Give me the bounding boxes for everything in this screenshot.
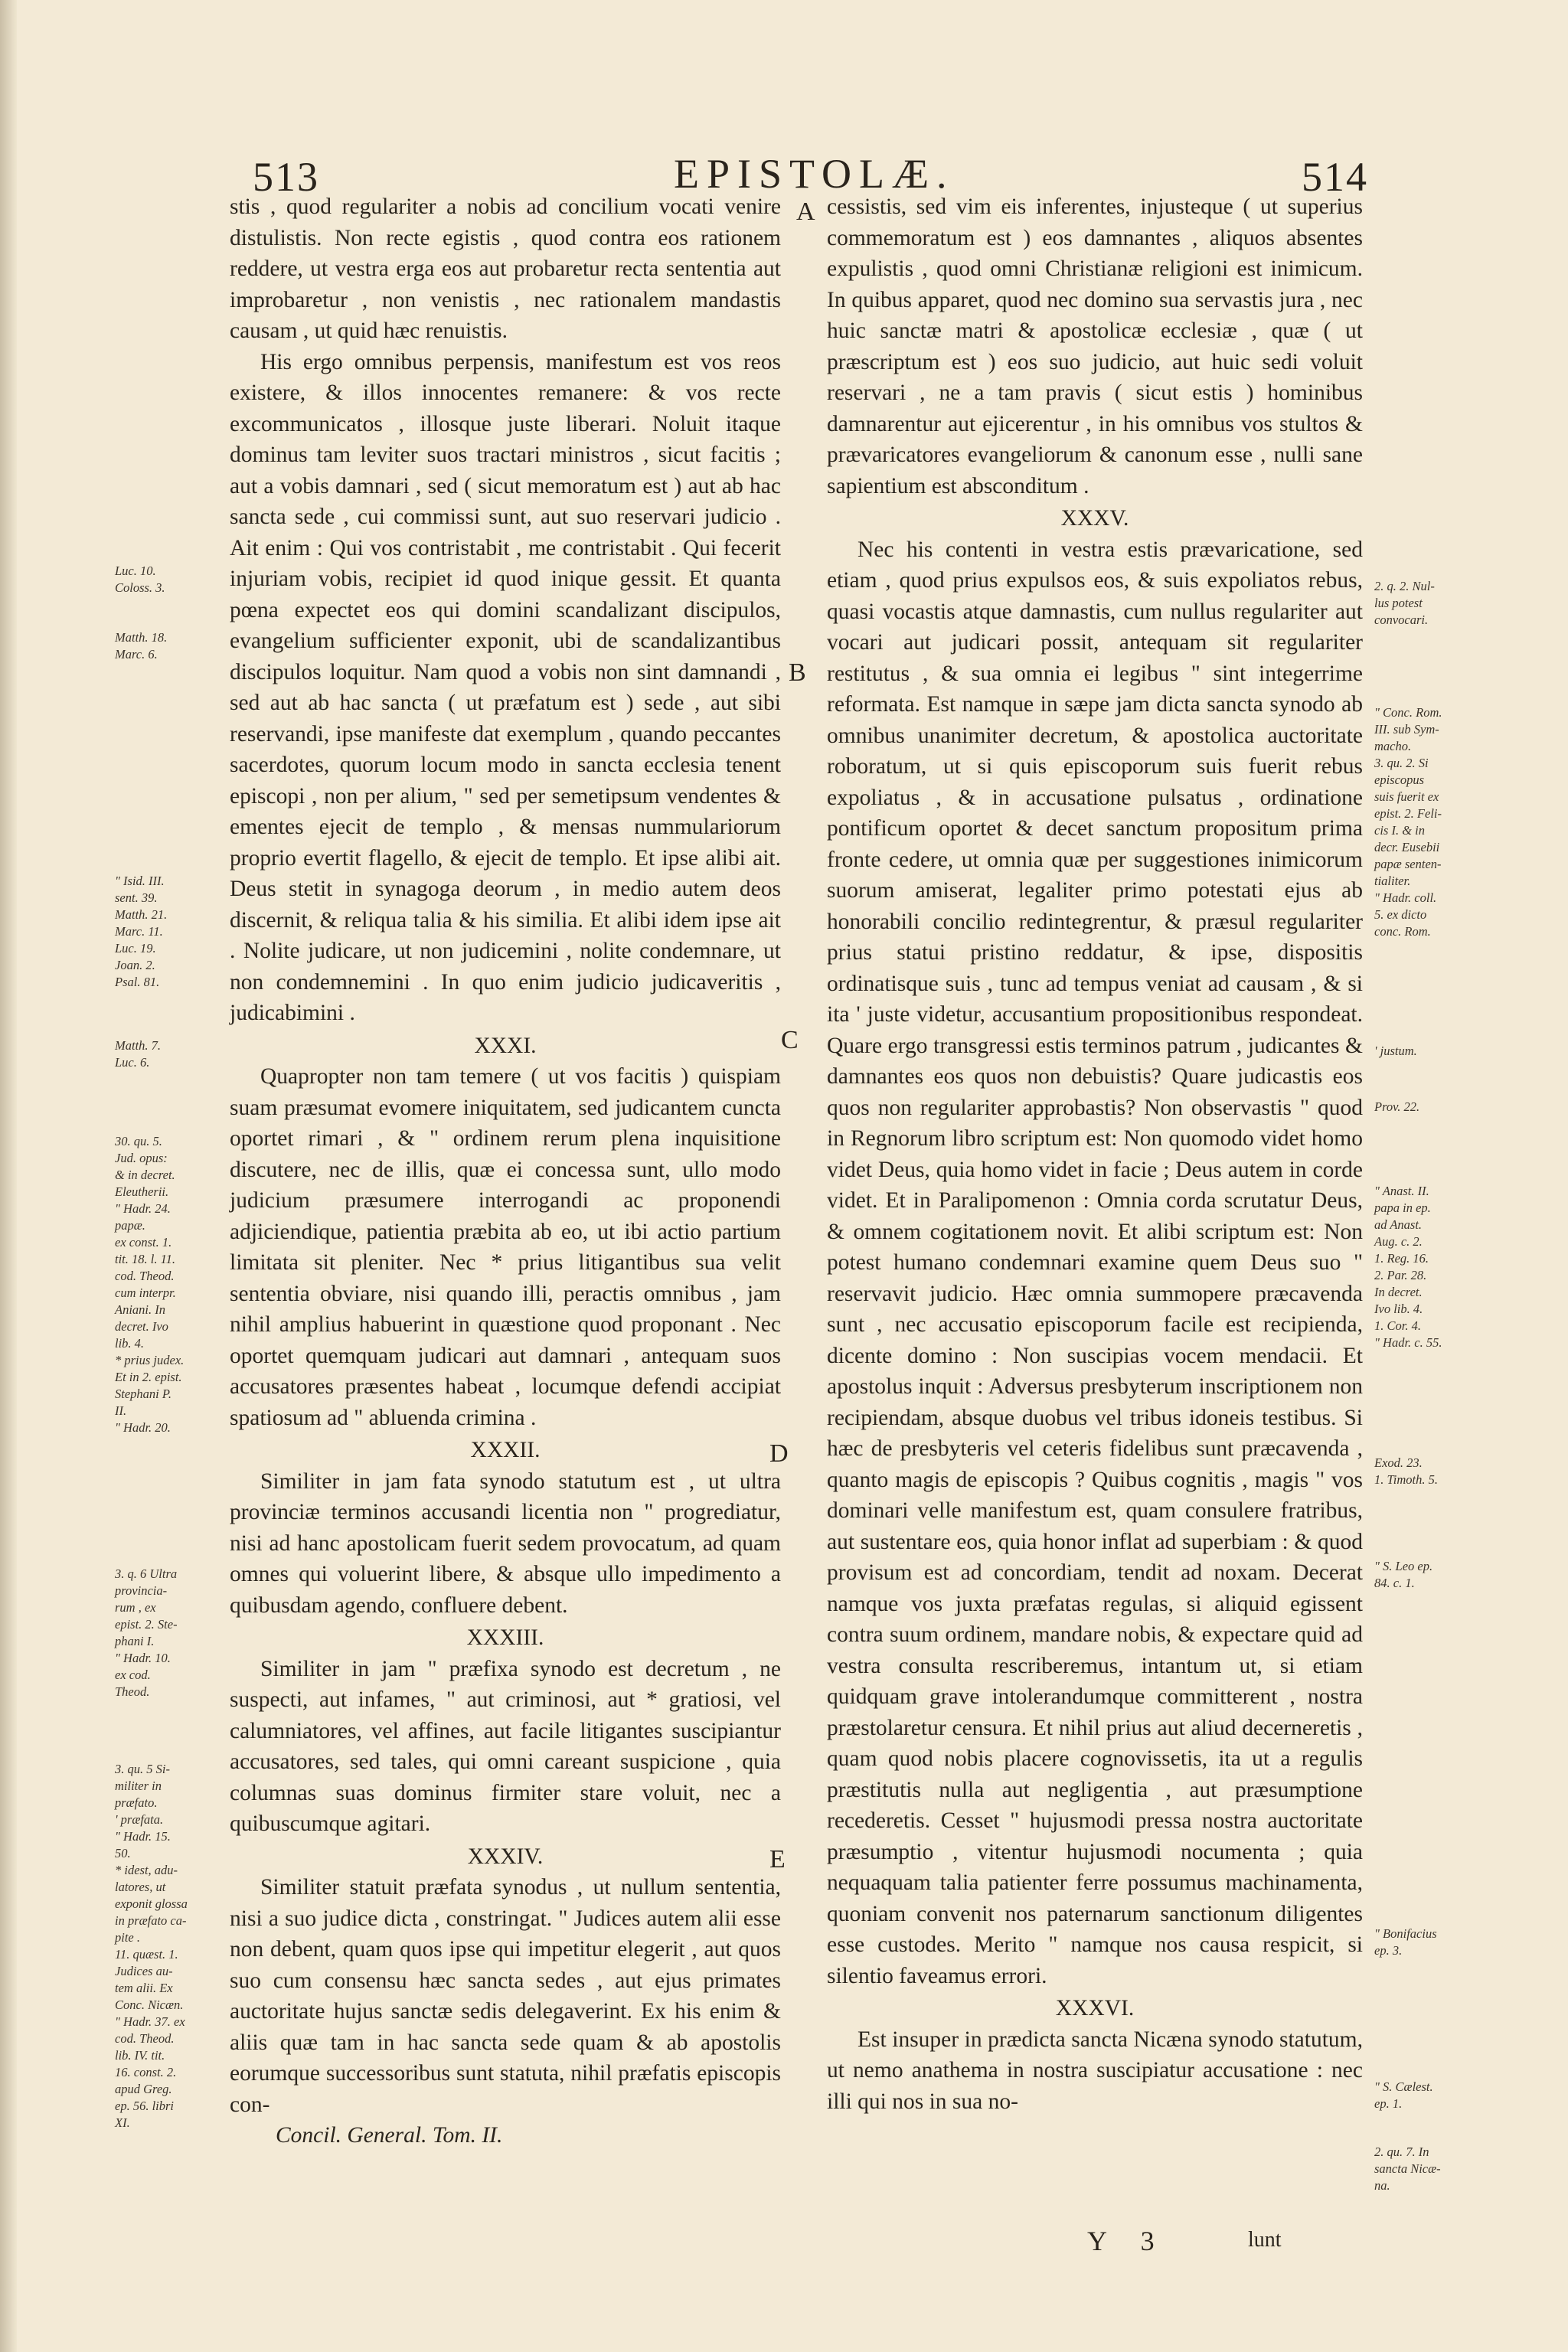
right-column <box>827 191 1363 2117</box>
catchword: lunt <box>1248 2228 1282 2252</box>
paragraph: stis , quod regulariter a nobis ad concilium vocati venire distulistis. Non recte egistis , quod contra eos rationem reddere, ut vestra erga eos aut probaretur recta sententia aut improbaretur , non venistis , nec rationalem mandastis causam , ut quid hæc renuistis. <box>230 194 781 343</box>
section-number: XXXI. <box>474 1033 537 1058</box>
section-number: XXXV. <box>1060 506 1129 531</box>
margin-note: ' justum. <box>1374 1044 1417 1058</box>
margin-note: 2. qu. 7. In sancta Nicæ- na. <box>1374 2145 1441 2193</box>
margin-note: Exod. 23. 1. Timoth. 5. <box>1374 1455 1438 1487</box>
paragraph: Quapropter non tam temere ( ut vos facitis ) quispiam suam præsumat evomere iniquitatem, sed judicantem cuncta oportet rimari , & " ordinem rerum plena inquisitione discutere, nec de illis, quæ ei concessa sunt, ullo modo judicium præsumere interrogandi ac proponendi adjiciendique, patientia præbita ab eo, ut ibi actio partium limitata sit pleniter. Nec * prius litigantibus sua velit sententia obviare, nisi quando illi, peractis omnibus , jam nihil amplius habuerint in quæstione quod proponant . Nec oportet quemquam judicari aut damnari , antequam suos accusatores præsentes habeat , locumque defendi accipiat spatiosum ad " abluenda crimina . <box>230 1064 781 1430</box>
margin-note: Matth. 7. Luc. 6. <box>115 1038 162 1070</box>
margin-note: " Bonifacius ep. 3. <box>1374 1926 1437 1958</box>
section-number: XXXIV. <box>467 1844 544 1869</box>
margin-note: " S. Cælest. ep. 1. <box>1374 2079 1433 2111</box>
section-number: XXXIII. <box>466 1625 544 1650</box>
page-number-left: 513 <box>253 154 319 200</box>
paragraph: Nec his contenti in vestra estis prævaricatione, sed etiam , quod prius expulsos eos, & suis expoliatos rebus, quasi vocastis atque damnastis, cum nullus regulariter aut vocari aut judicari possit, antequam sit regulariter restitutus , & sua omnia ei legibus " sint integerrime reformata. Est namque in sæpe jam dicta sancta synodo ab omnibus unanimiter decretum, & apostolica auctoritate roboratum, ut si quis episcoporum suis fuerit rebus expoliatus , & in accusatione pulsatus , ordinatione pontificum oportet & decet sanctum propositum prima fronte cedere, ut omnia quæ per suggestiones inimicorum suorum amiserat, legaliter primo potestati ejus ab honorabili concilio redintegrentur, & præsul regulariter prius statui pristino reddatur, & ipse, dispositis ordinatisque suis , tunc ad tempus veniat ad causam , & si ita ' juste videtur, accusantium propositionibus respondeat. Quare ergo transgressi estis terminos patrum , judicantes & damnantes eos quos non debuistis? Quare judicastis eos quos non regulariter approbastis? Non observastis " quod in Regnorum libro scriptum est: Non quomodo videt homo videt Deus, quia homo videt in facie ; Deus autem in corde videt. Et in Paralipomenon : Omnia corda scrutatur Deus, & omnem cogitationem novit. Et alibi scriptum est: Non potest humano condemnari examine quem Deus suo " reservavit judicio. Hæc omnia summopere præcavenda sunt , nec accusatio episcoporum facile est recipienda, dicente domino : Non suscipias vocem mendacii. Et apostolus inquit : Adversus presbyterum inscriptionem non recipiendam, absque duobus vel tribus idoneis testibus. Si hæc de presbyteris vel ceteris fidelibus sunt præcavenda , quanto magis de episcopis ? Quibus cognitis , magis " vos dominari velle manifestum est, quam consulere fratribus, aut sustentare eos, quia honor inflat ad superbiam : & quod provisum est ad concordiam, tendit ad noxam. Decerat namque vos juxta præfatas regulas, si aliquid egissent contra suum ordinem, mandare nobis, & expectare quid ad vestra consulta rescriberemus, intantum ut, si etiam quidquam grave intolerandumque committerent , nostra præstolaretur censura. Et nihil prius aut aliud decerneretis , quam quod nobis placere cognovissetis, ita ut a regulis præstitutis nulla aut negligentia , aut præsumptione recederetis. Cesset " hujusmodi pressa nostra auctoritate præsumptio , vitentur hujusmodi nocumenta ; quia nequaquam talia patienter ferre possumus machinamenta, quoniam convenit nos paternarum sanctionum diligentes esse custodes. Merito " namque nos causa respicit, si silentio faveamus errori. <box>827 537 1363 1988</box>
section-number: XXXII. <box>470 1438 541 1462</box>
margin-note: 2. q. 2. Nul- lus potest convocari. <box>1374 579 1435 627</box>
paragraph: Similiter statuit præfata synodus , ut nullum sententia, nisi a suo judice dicta , constringat. " Judices autem alii esse non debent, quam quos ipse qui impetitur elegerit , aut quos suo cum consensu hæc sancta sedes , aut ejus primates auctoritate hujus sanctæ sedis delegaverint. Ex his enim & aliis quæ tam in hac sancta sede quam & ab apostolis eorumque successoribus sunt statuta, nihil præfatis episcopis con- <box>230 1875 781 2117</box>
volume-footer: Concil. General. Tom. II. <box>276 2123 503 2148</box>
signature-mark: Y 3 <box>1087 2226 1168 2256</box>
margin-note: Prov. 22. <box>1374 1099 1420 1114</box>
section-letter: B <box>789 658 806 687</box>
paragraph: Similiter in jam fata synodo statutum est , ut ultra provinciæ terminos accusandi licentia non " progrediatur, nisi ad hanc apostolicam fuerit sedem provocatum, ad quam omnes qui voluerint libere, & absque ullo impedimento a quibusdam agendo, confluere debent. <box>230 1468 781 1618</box>
margin-note: " Isid. III. sent. 39. Matth. 21. Marc. 11. Luc. 19. Joan. 2. Psal. 81. <box>115 874 168 989</box>
section-letter: D <box>769 1439 789 1468</box>
margin-note: 3. qu. 5 Si- militer in præfato. ' præfata. " Hadr. 15. 50. * idest, adu- latores, ut exponit glossa in præfato ca- pite . 11. quæst. 1. Judices au- tem alii. Ex Conc. Nicæn. " Hadr. 37. ex cod. Theod. lib. IV. tit. 16. const. 2. apud Greg. ep. 56. libri XI. <box>115 1762 188 2130</box>
margin-note: Luc. 10. Coloss. 3. <box>115 564 165 595</box>
margin-note: 3. q. 6 Ultra provincia- rum , ex epist. 2. Ste- phani I. " Hadr. 10. ex cod. Theod. <box>115 1566 178 1699</box>
margin-note: " Conc. Rom. III. sub Sym- macho. 3. qu. 2. Si episcopus suis fuerit ex epist. 2. Feli- cis I. & in decr. Eusebii papæ senten- tialiter. " Hadr. coll. 5. ex dicto conc. Rom. <box>1374 705 1442 939</box>
section-letter: E <box>769 1845 786 1873</box>
paragraph: His ergo omnibus perpensis, manifestum est vos reos existere, & illos innocentes remanere: & vos recte excommunicatos , illosque juste liberari. Noluit itaque dominus tam leviter suos tractari ministros , sicut facitis ; aut a vobis damnari , sed ( sicut memoratum est ) aut ab hac sancta sede , cui commissi sunt, aut suo reservari judicio . Ait enim : Qui vos contristabit , me contristabit . Qui fecerit injuriam vobis, recipiet id quod inique gessit. Et quanta pœna expectet eos qui domini scandalizant discipulos, evangelium sufficienter exponit, ubi de scandalizantibus discipulos loquitur. Nam quod a vobis non sint damnandi , sed aut ab hac sancta ( ut præfatum est ) sede , aut sibi reservandi, ipse manifeste dat exemplum , quando peccantes sacerdotes, quorum locum modo in sancta ecclesia tenent episcopi , non per alium, " sed per semetipsum vendentes & ementes ejecit de templo , & mensas nummulariorum proprio evertit flagello, & ejecit de templo. Et ipse alibi ait. Deus stetit in synagoga deorum , in medio autem deos discernit, & reliqua talia & his similia. Et alibi idem ipse ait . Nolite judicare, ut non judicemini , nolite condemnare, ut non condemnemini . In quo enim judicio judicaveritis , judicabimini . <box>230 349 781 1025</box>
paragraph: cessistis, sed vim eis inferentes, injusteque ( ut superius commemoratum est ) eos damnantes , aliquos absentes expulistis , quod omni Christianæ religioni est inimicum. In quibus apparet, quod nec domino sua servastis jura , nec huic sanctæ matri & apostolicæ ecclesiæ , quæ ( ut præscriptum est ) eos suo judicio, aut huic sedi voluit reservari , ne a tam pravis ( sicut estis ) hominibus damnarentur aut ejicerentur , in his omnibus vos stultos & prævaricatores evangeliorum & canonum esse , nulli sane sapientium est absconditum . <box>827 194 1363 498</box>
section-letter: A <box>796 198 815 226</box>
left-column <box>230 191 781 2151</box>
paragraph: Similiter in jam " præfixa synodo est decretum , ne suspecti, aut infames, " aut criminosi, aut * gratiosi, vel calumniatores, vel affines, aut facile litigantes suscipiantur accusatores, sed tales, qui omni careant suspicione , quia columnas suas dominus firmiter stare voluit, nec a quibuscumque agitari. <box>230 1656 781 1836</box>
running-title: EPISTOLÆ. <box>674 151 955 197</box>
section-letter: C <box>781 1026 799 1054</box>
margin-note: Matth. 18. Marc. 6. <box>115 630 168 662</box>
margin-note: 30. qu. 5. Jud. opus: & in decret. Eleutherii. " Hadr. 24. papæ. ex const. 1. tit. 18. l. 11. cod. Theod. cum interpr. Aniani. In decret. Ivo lib. 4. * prius judex. Et in 2. epist. Stephani P. II. " Hadr. 20. <box>115 1134 185 1435</box>
margin-note: " S. Leo ep. 84. c. 1. <box>1374 1559 1433 1590</box>
page-number-right: 514 <box>1302 154 1368 200</box>
paragraph: Est insuper in prædicta sancta Nicæna synodo statutum, ut nemo anathema in nostra suscipiatur accusatione : nec illi qui nos in sua no- <box>827 2027 1363 2114</box>
section-number: XXXVI. <box>1055 1996 1135 2020</box>
margin-note: " Anast. II. papa in ep. ad Anast. Aug. c. 2. 1. Reg. 16. 2. Par. 28. In decret. Ivo lib. 4. 1. Cor. 4. " Hadr. c. 55. <box>1374 1184 1442 1350</box>
